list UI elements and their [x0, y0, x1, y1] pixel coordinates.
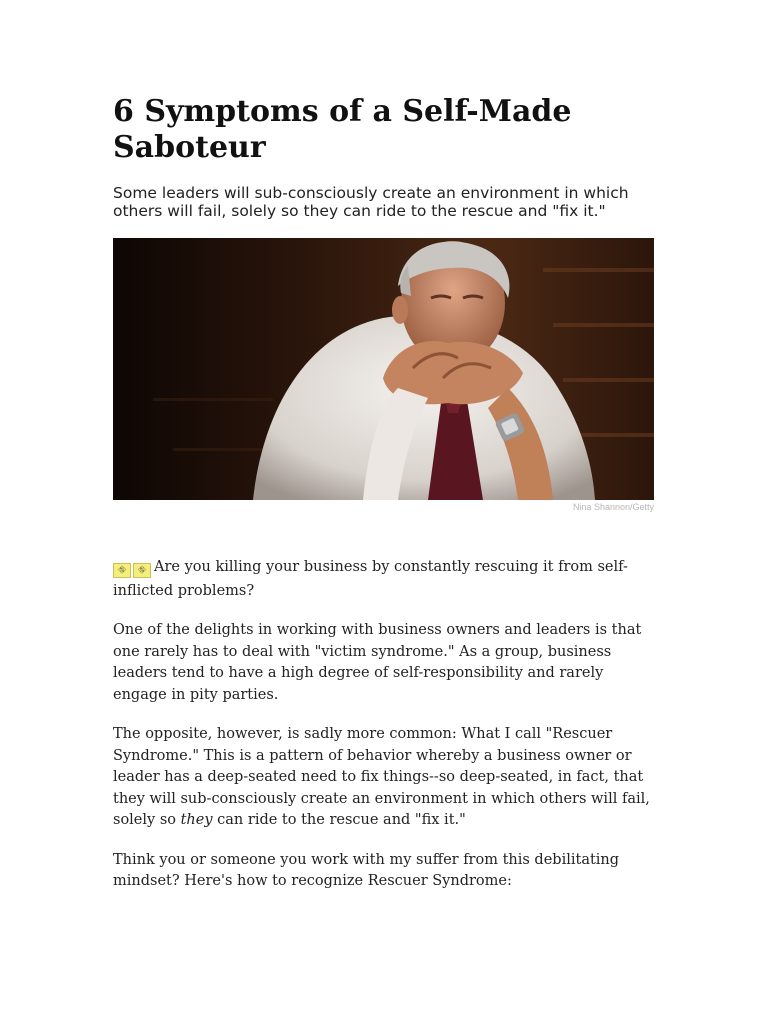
paragraph-4: Think you or someone you work with my suffer from this debilitating mindset? Here's how to recognize Rescuer Syndrome:	[113, 851, 620, 889]
article-subtitle: Some leaders will sub-consciously create an environment in which others will fail, solely so they can ride to the rescue and "fix it."	[113, 184, 629, 220]
article-title: 6 Symptoms of a Self-Made Saboteur	[113, 94, 572, 165]
photo-credit: Nina Shannon/Getty	[572, 502, 654, 512]
worried-man-photo	[113, 238, 654, 500]
paragraph-3-emphasis: they	[180, 812, 213, 828]
broken-image-icon: ⛗	[113, 563, 131, 578]
paragraph-3-text-a: The opposite, however, is sadly more common: What I call "Rescuer Syndrome." This is a pattern of behavior whereby a business owner or leader has a deep-seated need to fix things--so deep-seated, in fact, that they will sub-consciously create an environment in which others will fail, solely so	[113, 726, 650, 828]
paragraph-1-text: Are you killing your business by constantly rescuing it from self-inflicted problems?	[113, 559, 628, 599]
paragraph-2: One of the delights in working with business owners and leaders is that one rarely has to deal with "victim syndrome." As a group, business leaders tend to have a high degree of self-responsibility and rarely engage in pity parties.	[113, 622, 642, 703]
article	[113, 94, 658, 911]
paragraph-3-text-b: can ride to the rescue and "fix it."	[212, 812, 466, 828]
broken-image-icons	[113, 559, 153, 581]
paragraph-3	[113, 724, 653, 832]
paragraph-1	[113, 557, 653, 602]
article-photo	[113, 238, 654, 500]
article-body	[113, 557, 653, 893]
broken-image-icon: ⛗	[133, 563, 151, 578]
